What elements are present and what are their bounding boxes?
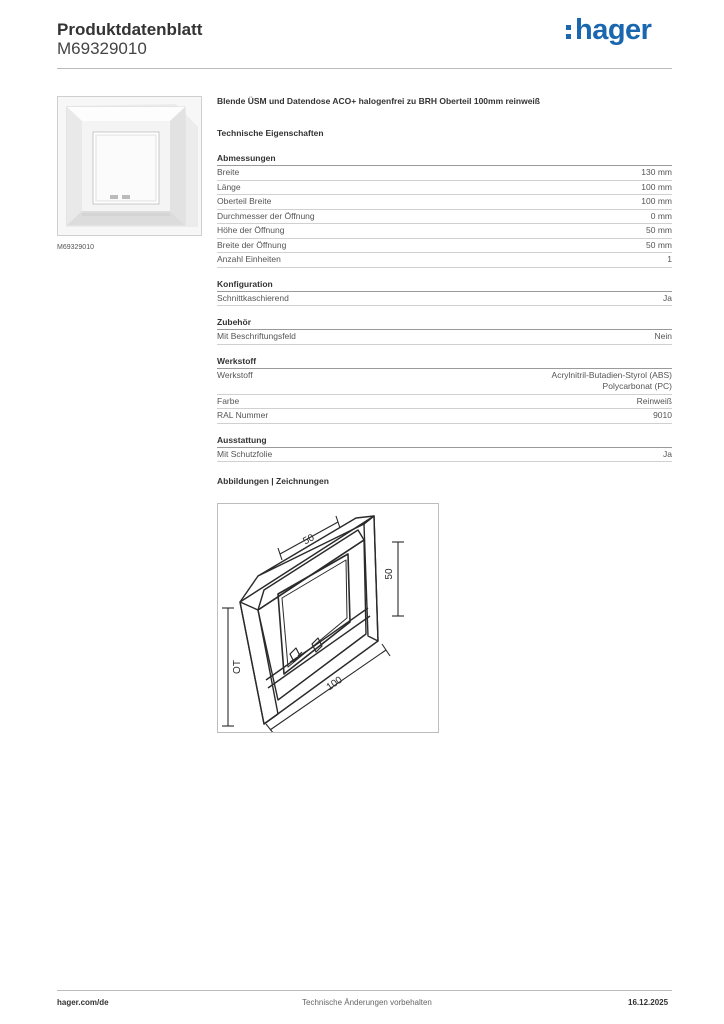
property-label: Anzahl Einheiten [217, 254, 281, 264]
product-photo-frame-icon [58, 97, 201, 235]
section-heading: Konfiguration [217, 279, 672, 292]
property-label: Länge [217, 181, 241, 192]
property-value-line: 0 mm [650, 210, 672, 221]
document-title: Produktdatenblatt [57, 20, 203, 39]
property-value-line: Polycarbonat (PC) [602, 381, 672, 391]
property-value [641, 167, 672, 179]
content-column [217, 96, 672, 486]
property-label: Höhe der Öffnung [217, 225, 285, 235]
property-label: Mit Schutzfolie [217, 448, 273, 459]
property-row [217, 448, 672, 463]
property-row [217, 195, 672, 210]
property-value [646, 240, 672, 252]
property-value [655, 331, 672, 343]
property-value-line: Nein [654, 331, 672, 341]
property-row [217, 292, 672, 307]
dim-left-label: OT [232, 660, 243, 674]
property-value [552, 370, 672, 393]
section-abmessungen [217, 153, 672, 268]
property-row [217, 166, 672, 181]
logo-text: hager [575, 14, 652, 46]
header-divider [57, 68, 672, 69]
property-row [217, 369, 672, 395]
property-value [663, 293, 672, 305]
property-value-line: 100 mm [641, 196, 672, 206]
figures-heading: Abbildungen | Zeichnungen [217, 476, 329, 486]
property-value-line: Reinweiß [636, 395, 672, 406]
property-value [653, 410, 672, 422]
product-photo [57, 96, 202, 236]
product-title: Blende ÜSM und Datendose ACO+ halogenfrei zu BRH Oberteil 100mm reinweiß [217, 96, 540, 106]
property-label: Durchmesser der Öffnung [217, 210, 315, 221]
property-row [217, 210, 672, 225]
property-row [217, 409, 672, 424]
section-heading: Ausstattung [217, 435, 672, 448]
properties-sections [217, 153, 672, 462]
property-label: Mit Beschriftungsfeld [217, 331, 296, 341]
property-label: Oberteil Breite [217, 196, 272, 206]
property-value [651, 211, 672, 223]
property-value-line: Acrylnitril-Butadien-Styrol (ABS) [551, 369, 672, 380]
property-row [217, 181, 672, 196]
property-label: RAL Nummer [217, 410, 269, 420]
section-heading: Werkstoff [217, 356, 672, 369]
hager-logo [566, 14, 651, 47]
property-value-line: Ja [663, 292, 672, 303]
dim-bottom-label: 100 [324, 674, 345, 694]
property-row [217, 239, 672, 254]
property-value-line: 50 mm [646, 225, 672, 235]
property-row [217, 253, 672, 268]
property-label: Schnittkaschierend [217, 292, 289, 303]
property-value-line: 1 [667, 254, 672, 264]
article-number: M69329010 [57, 39, 147, 58]
section-konfiguration [217, 279, 672, 307]
property-value-line: 130 mm [641, 167, 672, 177]
section-heading: Abmessungen [217, 153, 672, 166]
property-value [646, 225, 672, 237]
property-label: Farbe [217, 395, 240, 406]
property-label: Breite der Öffnung [217, 239, 287, 250]
property-row [217, 330, 672, 345]
property-label: Breite [217, 167, 240, 177]
dim-top-label: 50 [301, 532, 317, 548]
property-value [641, 196, 672, 208]
property-row [217, 224, 672, 239]
logo-dots-icon [566, 19, 572, 41]
property-value [637, 396, 672, 408]
photo-caption: M69329010 [57, 244, 94, 251]
section-zubeh-r [217, 317, 672, 345]
property-row [217, 395, 672, 410]
tech-heading: Technische Eigenschaften [217, 128, 324, 138]
property-value-line: 50 mm [646, 239, 672, 250]
property-value [641, 182, 672, 194]
section-ausstattung [217, 435, 672, 463]
footer-date: 16.12.2025 [628, 998, 669, 1007]
footer-divider [57, 990, 672, 991]
frame-drawing-icon [218, 504, 438, 732]
technical-drawing [217, 503, 439, 733]
property-value-line: 100 mm [641, 181, 672, 192]
property-value [667, 254, 672, 266]
dim-right-label: 50 [384, 568, 395, 580]
property-value-line: 9010 [653, 410, 672, 420]
property-value-line: Ja [663, 448, 672, 459]
footer-website: hager.com/de [57, 998, 109, 1007]
property-label: Werkstoff [217, 369, 253, 380]
section-heading: Zubehör [217, 317, 672, 330]
property-value [663, 449, 672, 461]
footer-note: Technische Änderungen vorbehalten [302, 998, 432, 1007]
section-werkstoff [217, 356, 672, 424]
